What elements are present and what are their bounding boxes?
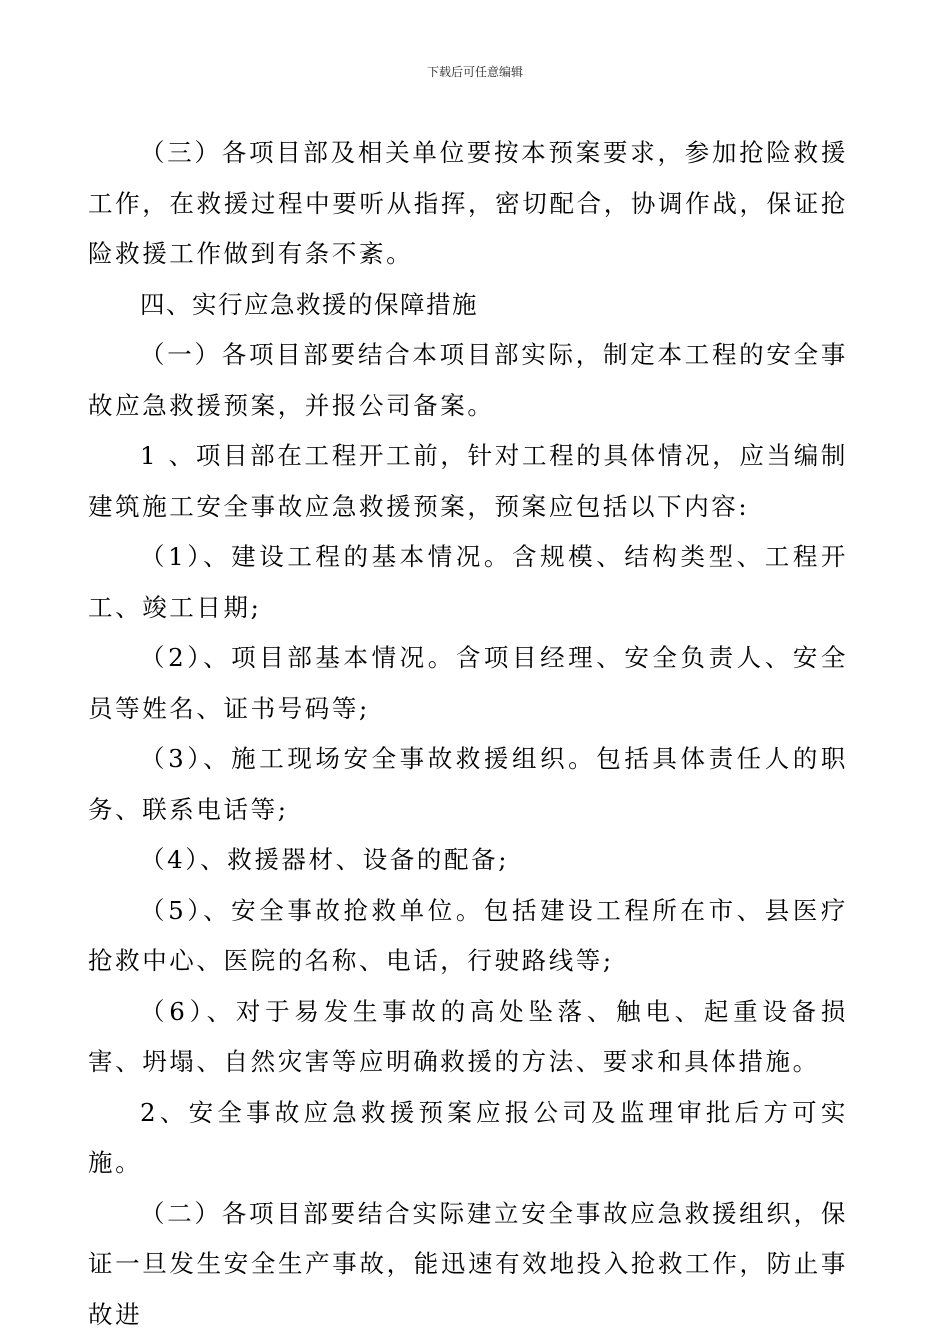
- paragraph-2: （一）各项目部要结合本项目部实际，制定本工程的安全事故应急救援预案，并报公司备案。: [88, 340, 848, 420]
- paragraph-3: 1 、项目部在工程开工前，针对工程的具体情况，应当编制建筑施工安全事故应急救援预案，预案应包括以下内容:: [88, 441, 848, 521]
- page-header: 下载后可任意编辑: [426, 65, 523, 79]
- paragraph-1: （三）各项目部及相关单位要按本预案要求，参加抢险救援工作，在救援过程中要听从指挥，密切配合，协调作战，保证抢险救援工作做到有条不紊。: [88, 138, 848, 268]
- paragraph-4: 2、安全事故应急救援预案应报公司及监理审批后方可实施。: [88, 1097, 848, 1177]
- list-item-6: （6）、对于易发生事故的高处坠落、触电、起重设备损害、坍塌、自然灾害等应明确救援的方法、要求和具体措施。: [88, 996, 848, 1076]
- list-item-1: （1）、建设工程的基本情况。含规模、结构类型、工程开工、竣工日期;: [88, 542, 848, 622]
- section-heading-4: 四、实行应急救援的保障措施: [140, 289, 478, 319]
- list-item-4: （4）、救援器材、设备的配备;: [140, 845, 510, 874]
- paragraph-5: （二）各项目部要结合实际建立安全事故应急救援组织，保证一旦发生安全生产事故，能迅速有效地投入抢救工作，防止事故进: [88, 1198, 848, 1329]
- document-body: [88, 128, 848, 1340]
- list-item-2: （2）、项目部基本情况。含项目经理、安全负责人、安全员等姓名、证书号码等;: [88, 643, 848, 723]
- list-item-5: （5）、安全事故抢救单位。包括建设工程所在市、县医疗抢救中心、医院的名称、电话，行驶路线等;: [88, 895, 848, 975]
- list-item-3: （3）、施工现场安全事故救援组织。包括具体责任人的职务、联系电话等;: [88, 744, 848, 824]
